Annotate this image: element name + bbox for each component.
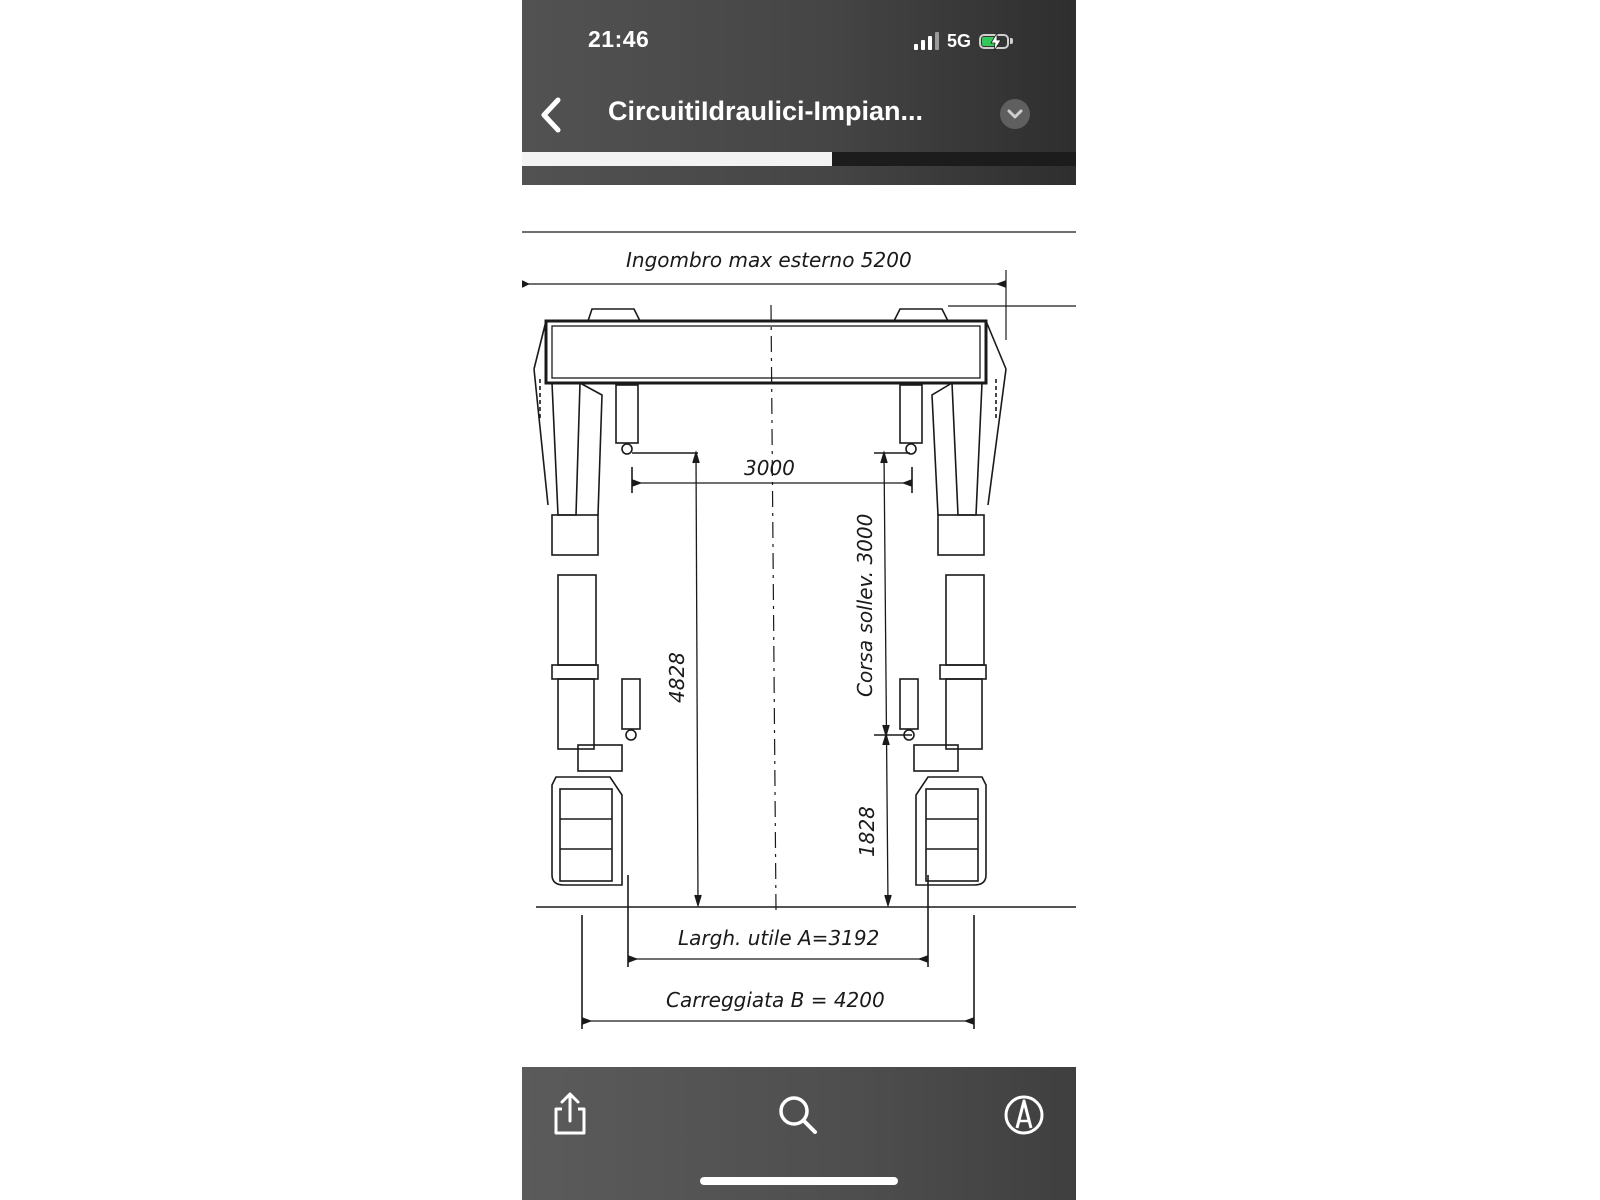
chevron-left-icon	[534, 92, 574, 138]
document-title[interactable]: CircuitiIdraulici-Impian...	[608, 96, 924, 126]
dimension-label-track-gauge: Carreggiata B = 4200	[666, 988, 885, 1012]
title-menu-button[interactable]	[1000, 99, 1030, 129]
markup-button[interactable]	[996, 1087, 1052, 1143]
share-button[interactable]	[542, 1087, 598, 1143]
status-time: 21:46	[588, 26, 650, 52]
share-icon	[542, 1087, 598, 1143]
search-icon	[770, 1087, 826, 1143]
markup-icon	[996, 1087, 1052, 1143]
status-indicators	[914, 30, 1013, 52]
battery-icon	[979, 34, 1009, 49]
cellular-signal-icon	[914, 32, 939, 50]
back-button[interactable]	[534, 92, 574, 138]
bottom-toolbar	[522, 1067, 1076, 1200]
phone-screen	[522, 0, 1076, 1200]
top-navigation-area	[522, 0, 1076, 185]
dimension-label-lifting-stroke: Corsa sollev. 3000	[853, 513, 877, 697]
dimension-label-height-1828: 1828	[855, 806, 879, 857]
reading-progress-bar	[522, 152, 1076, 166]
battery-cap	[1010, 38, 1013, 44]
reading-progress-fill	[522, 152, 832, 166]
gantry-crane-drawing	[522, 185, 1076, 1067]
dimension-label-useful-width: Largh. utile A=3192	[678, 926, 880, 950]
search-button[interactable]	[770, 1087, 826, 1143]
dimension-label-overall-width: Ingombro max esterno 5200	[626, 248, 912, 272]
chevron-down-icon	[1000, 99, 1030, 129]
home-indicator[interactable]	[700, 1177, 898, 1185]
dimension-label-span: 3000	[744, 456, 795, 480]
dimension-label-height-4828: 4828	[665, 652, 689, 703]
document-page[interactable]	[522, 185, 1076, 1067]
network-type-label: 5G	[947, 30, 972, 51]
